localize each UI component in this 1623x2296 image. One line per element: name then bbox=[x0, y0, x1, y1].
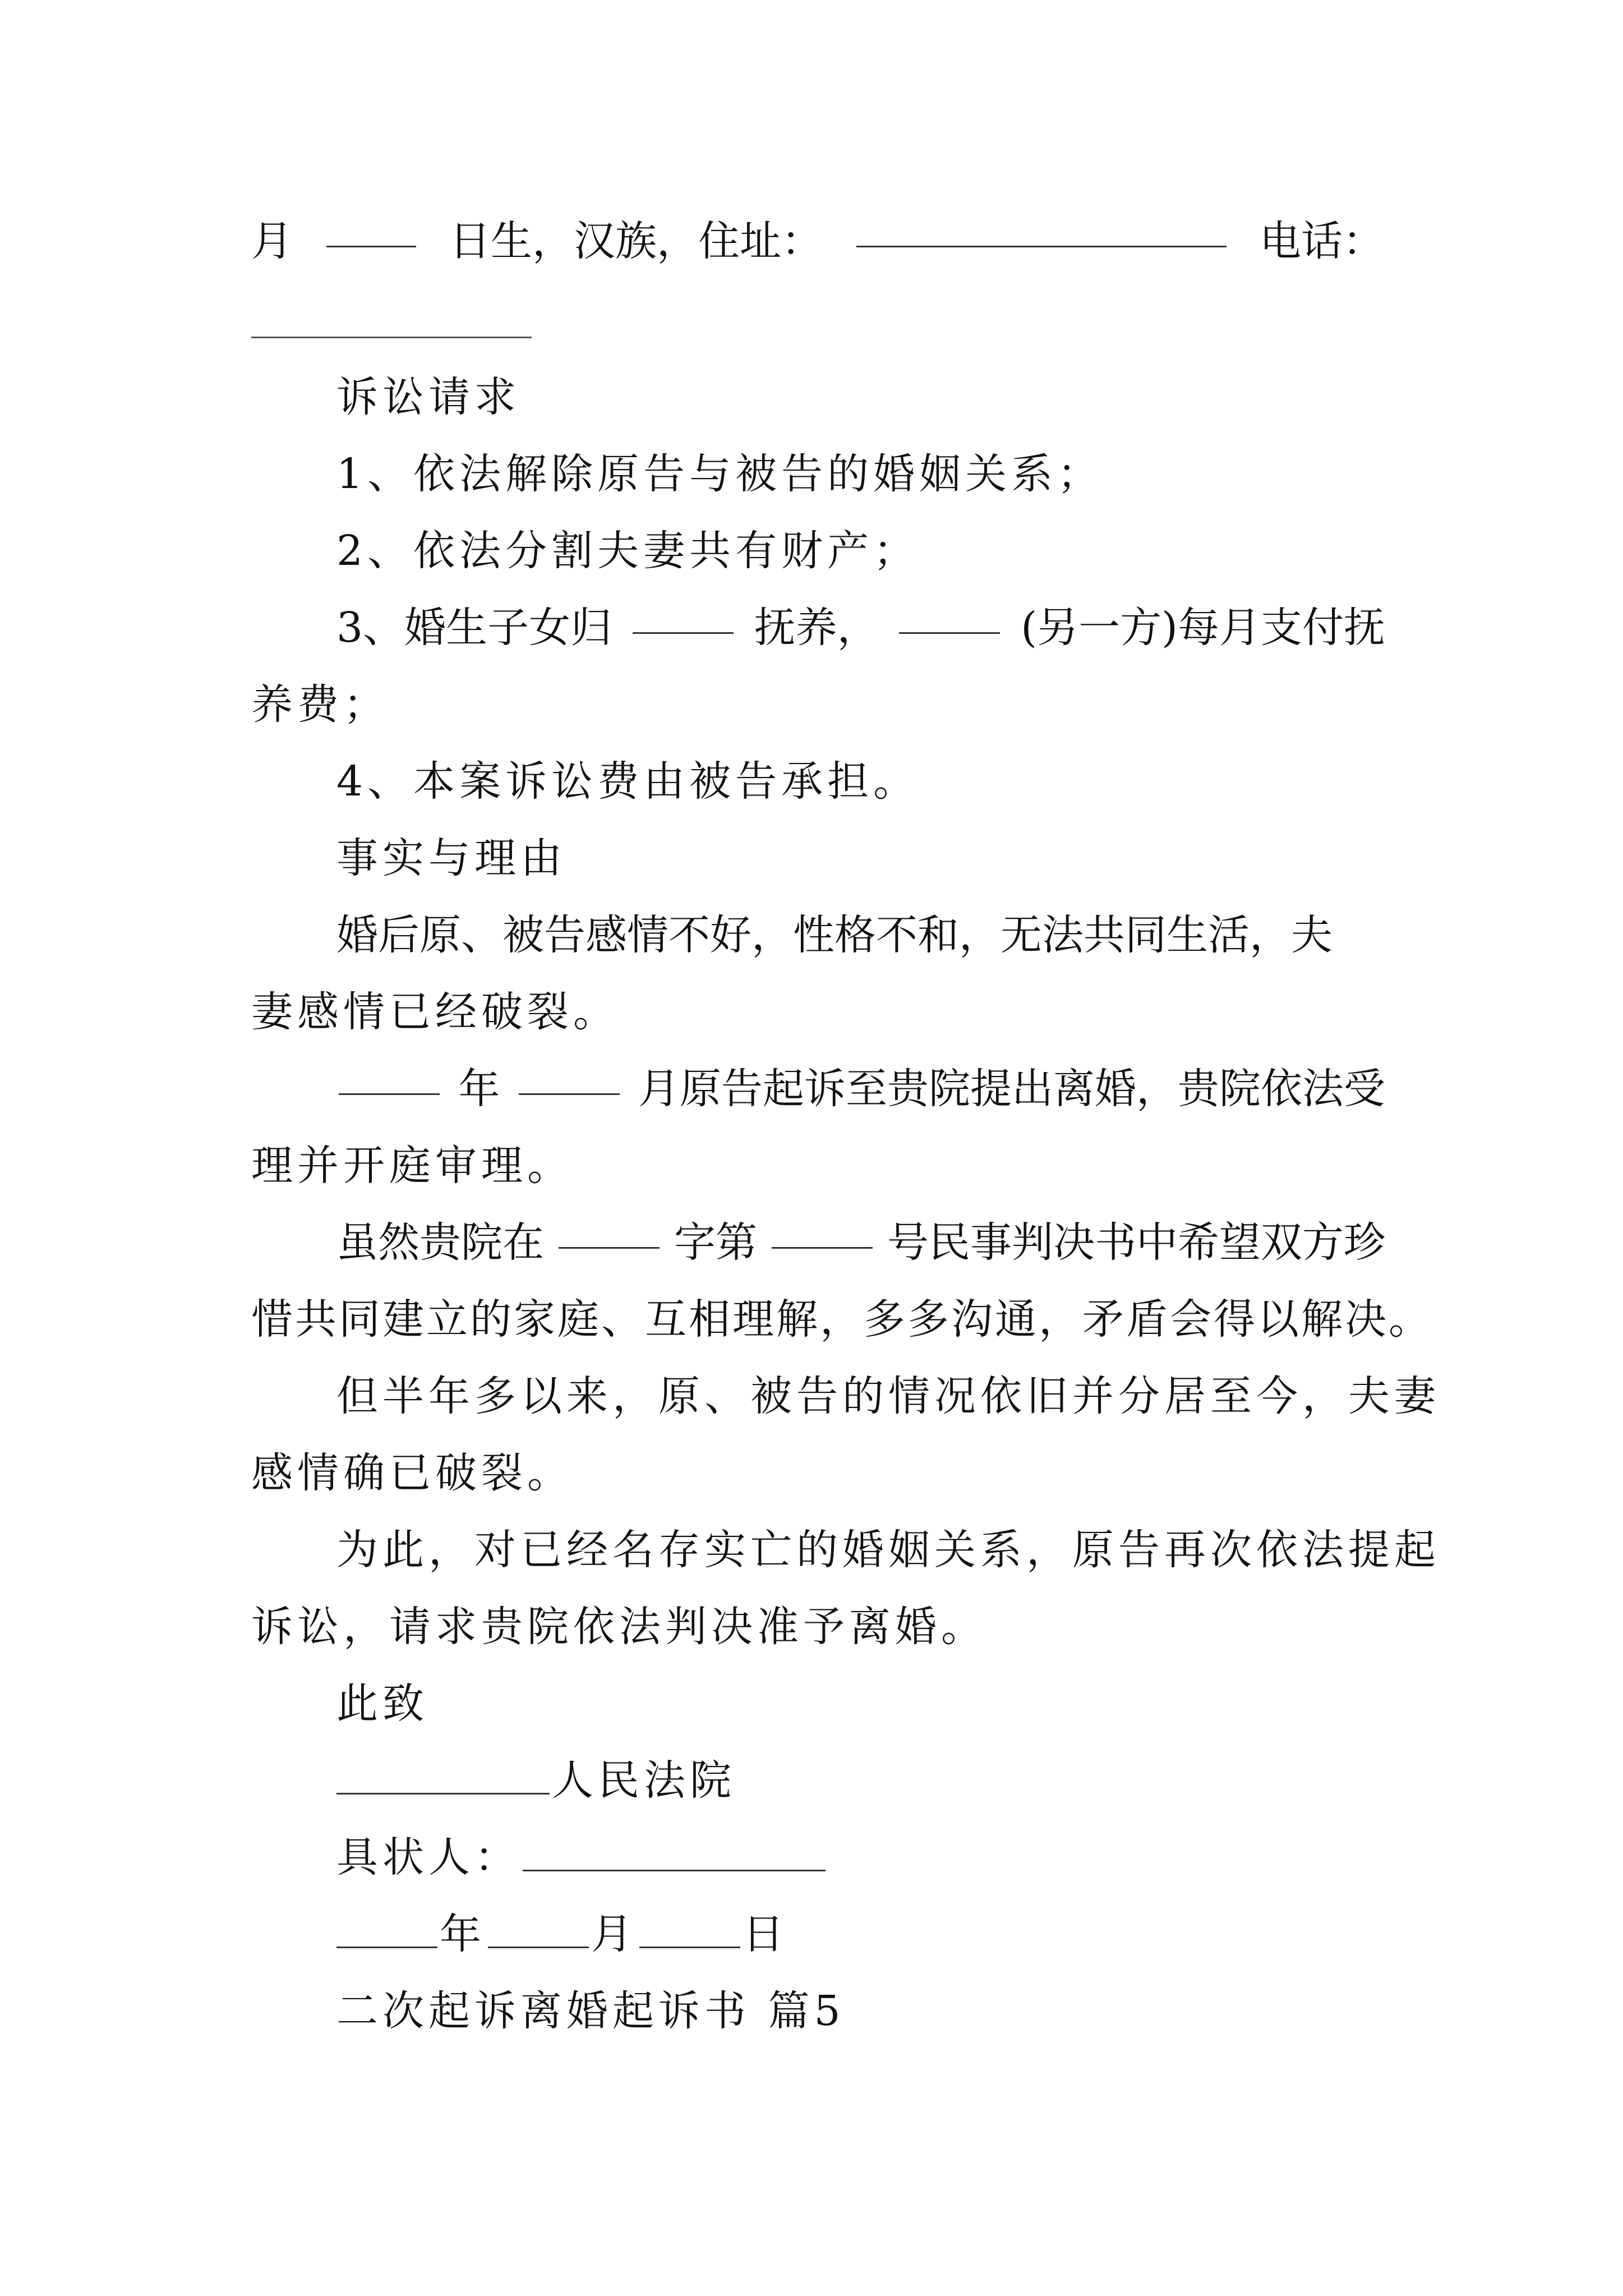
date-day-label: 日 bbox=[743, 1910, 789, 1958]
date-line bbox=[336, 1906, 1385, 1962]
fact-3-line-1 bbox=[336, 1214, 1385, 1271]
plaintiff-line bbox=[336, 1829, 1385, 1885]
blank-plaintiff-signature bbox=[523, 1837, 826, 1871]
heading-claims: 诉讼请求 bbox=[336, 373, 520, 421]
blank-filing-month bbox=[519, 1061, 620, 1095]
fact-4-line-2: 感情确已破裂。 bbox=[251, 1449, 573, 1497]
date-month-label: 月 bbox=[591, 1910, 637, 1958]
text-birth-ethnicity-address: 日生，汉族，住址： bbox=[449, 217, 823, 265]
fact-5-line-1: 为此，对已经名存实亡的婚姻关系，原告再次依法提起 bbox=[336, 1526, 1440, 1574]
claim-3-text-a: 3、婚生子女归 bbox=[336, 604, 612, 652]
blank-other-party bbox=[899, 600, 1000, 634]
heading-facts: 事实与理由 bbox=[336, 834, 566, 882]
fact-3-line-2: 惜共同建立的家庭、互相理解，多多沟通，矛盾会得以解决。 bbox=[251, 1295, 1432, 1343]
claim-4: 4、本案诉讼费由被告承担。 bbox=[336, 757, 920, 806]
blank-day bbox=[639, 1914, 740, 1948]
blank-address bbox=[856, 213, 1227, 247]
fact-2-text-b: 月原告起诉至贵院提出离婚，贵院依法受 bbox=[638, 1065, 1385, 1113]
closing-salutation: 此致 bbox=[336, 1680, 428, 1728]
court-line bbox=[336, 1752, 1385, 1809]
blank-case-number bbox=[772, 1214, 873, 1249]
blank-case-prefix bbox=[559, 1214, 660, 1249]
text-phone: 电话： bbox=[1260, 217, 1384, 265]
claim-1: 1、依法解除原告与被告的婚姻关系； bbox=[336, 450, 1104, 498]
fact-1-line-1 bbox=[336, 907, 1385, 963]
claim-3-text-c: (另一方)每月支付抚 bbox=[1021, 604, 1385, 652]
blank-birth-day bbox=[326, 213, 416, 247]
fact-2-line-2: 理并开庭审理。 bbox=[251, 1142, 573, 1190]
fact-5-line-2: 诉讼，请求贵院依法判决准予离婚。 bbox=[251, 1603, 987, 1651]
blank-custodian bbox=[633, 600, 734, 634]
blank-court-name bbox=[336, 1760, 550, 1795]
fact-3-text-c: 号民事判决书中希望双方珍 bbox=[887, 1218, 1385, 1267]
date-year-label: 年 bbox=[440, 1910, 486, 1958]
fact-2-line-1 bbox=[336, 1061, 1385, 1117]
claim-3-line-2: 养费； bbox=[251, 680, 389, 729]
fact-4-line-1: 但半年多以来，原、被告的情况依旧并分居至今，夫妻 bbox=[336, 1372, 1440, 1420]
next-section-title: 二次起诉离婚起诉书 篇5 bbox=[336, 1987, 845, 2035]
plaintiff-label: 具状人： bbox=[336, 1833, 520, 1881]
blank-month bbox=[488, 1914, 589, 1948]
fact-1-line-2: 妻感情已经破裂。 bbox=[251, 988, 619, 1036]
fact-3-text-a: 虽然贵院在 bbox=[336, 1218, 544, 1267]
claim-3-text-b: 抚养， bbox=[754, 604, 879, 652]
fact-3-text-b: 字第 bbox=[674, 1218, 757, 1267]
birth-address-line bbox=[251, 213, 1384, 269]
claim-3-line-1 bbox=[336, 600, 1385, 656]
blank-year bbox=[336, 1914, 437, 1948]
claim-2: 2、依法分割夫妻共有财产； bbox=[336, 527, 920, 575]
blank-filing-year bbox=[339, 1061, 440, 1095]
blank-phone bbox=[251, 337, 532, 338]
court-label: 人民法院 bbox=[552, 1756, 736, 1805]
fact-2-text-a: 年 bbox=[458, 1065, 500, 1113]
fact-1-text: 婚后原、被告感情不好，性格不和，无法共同生活，夫 bbox=[336, 911, 1332, 959]
text-month: 月 bbox=[251, 217, 293, 265]
